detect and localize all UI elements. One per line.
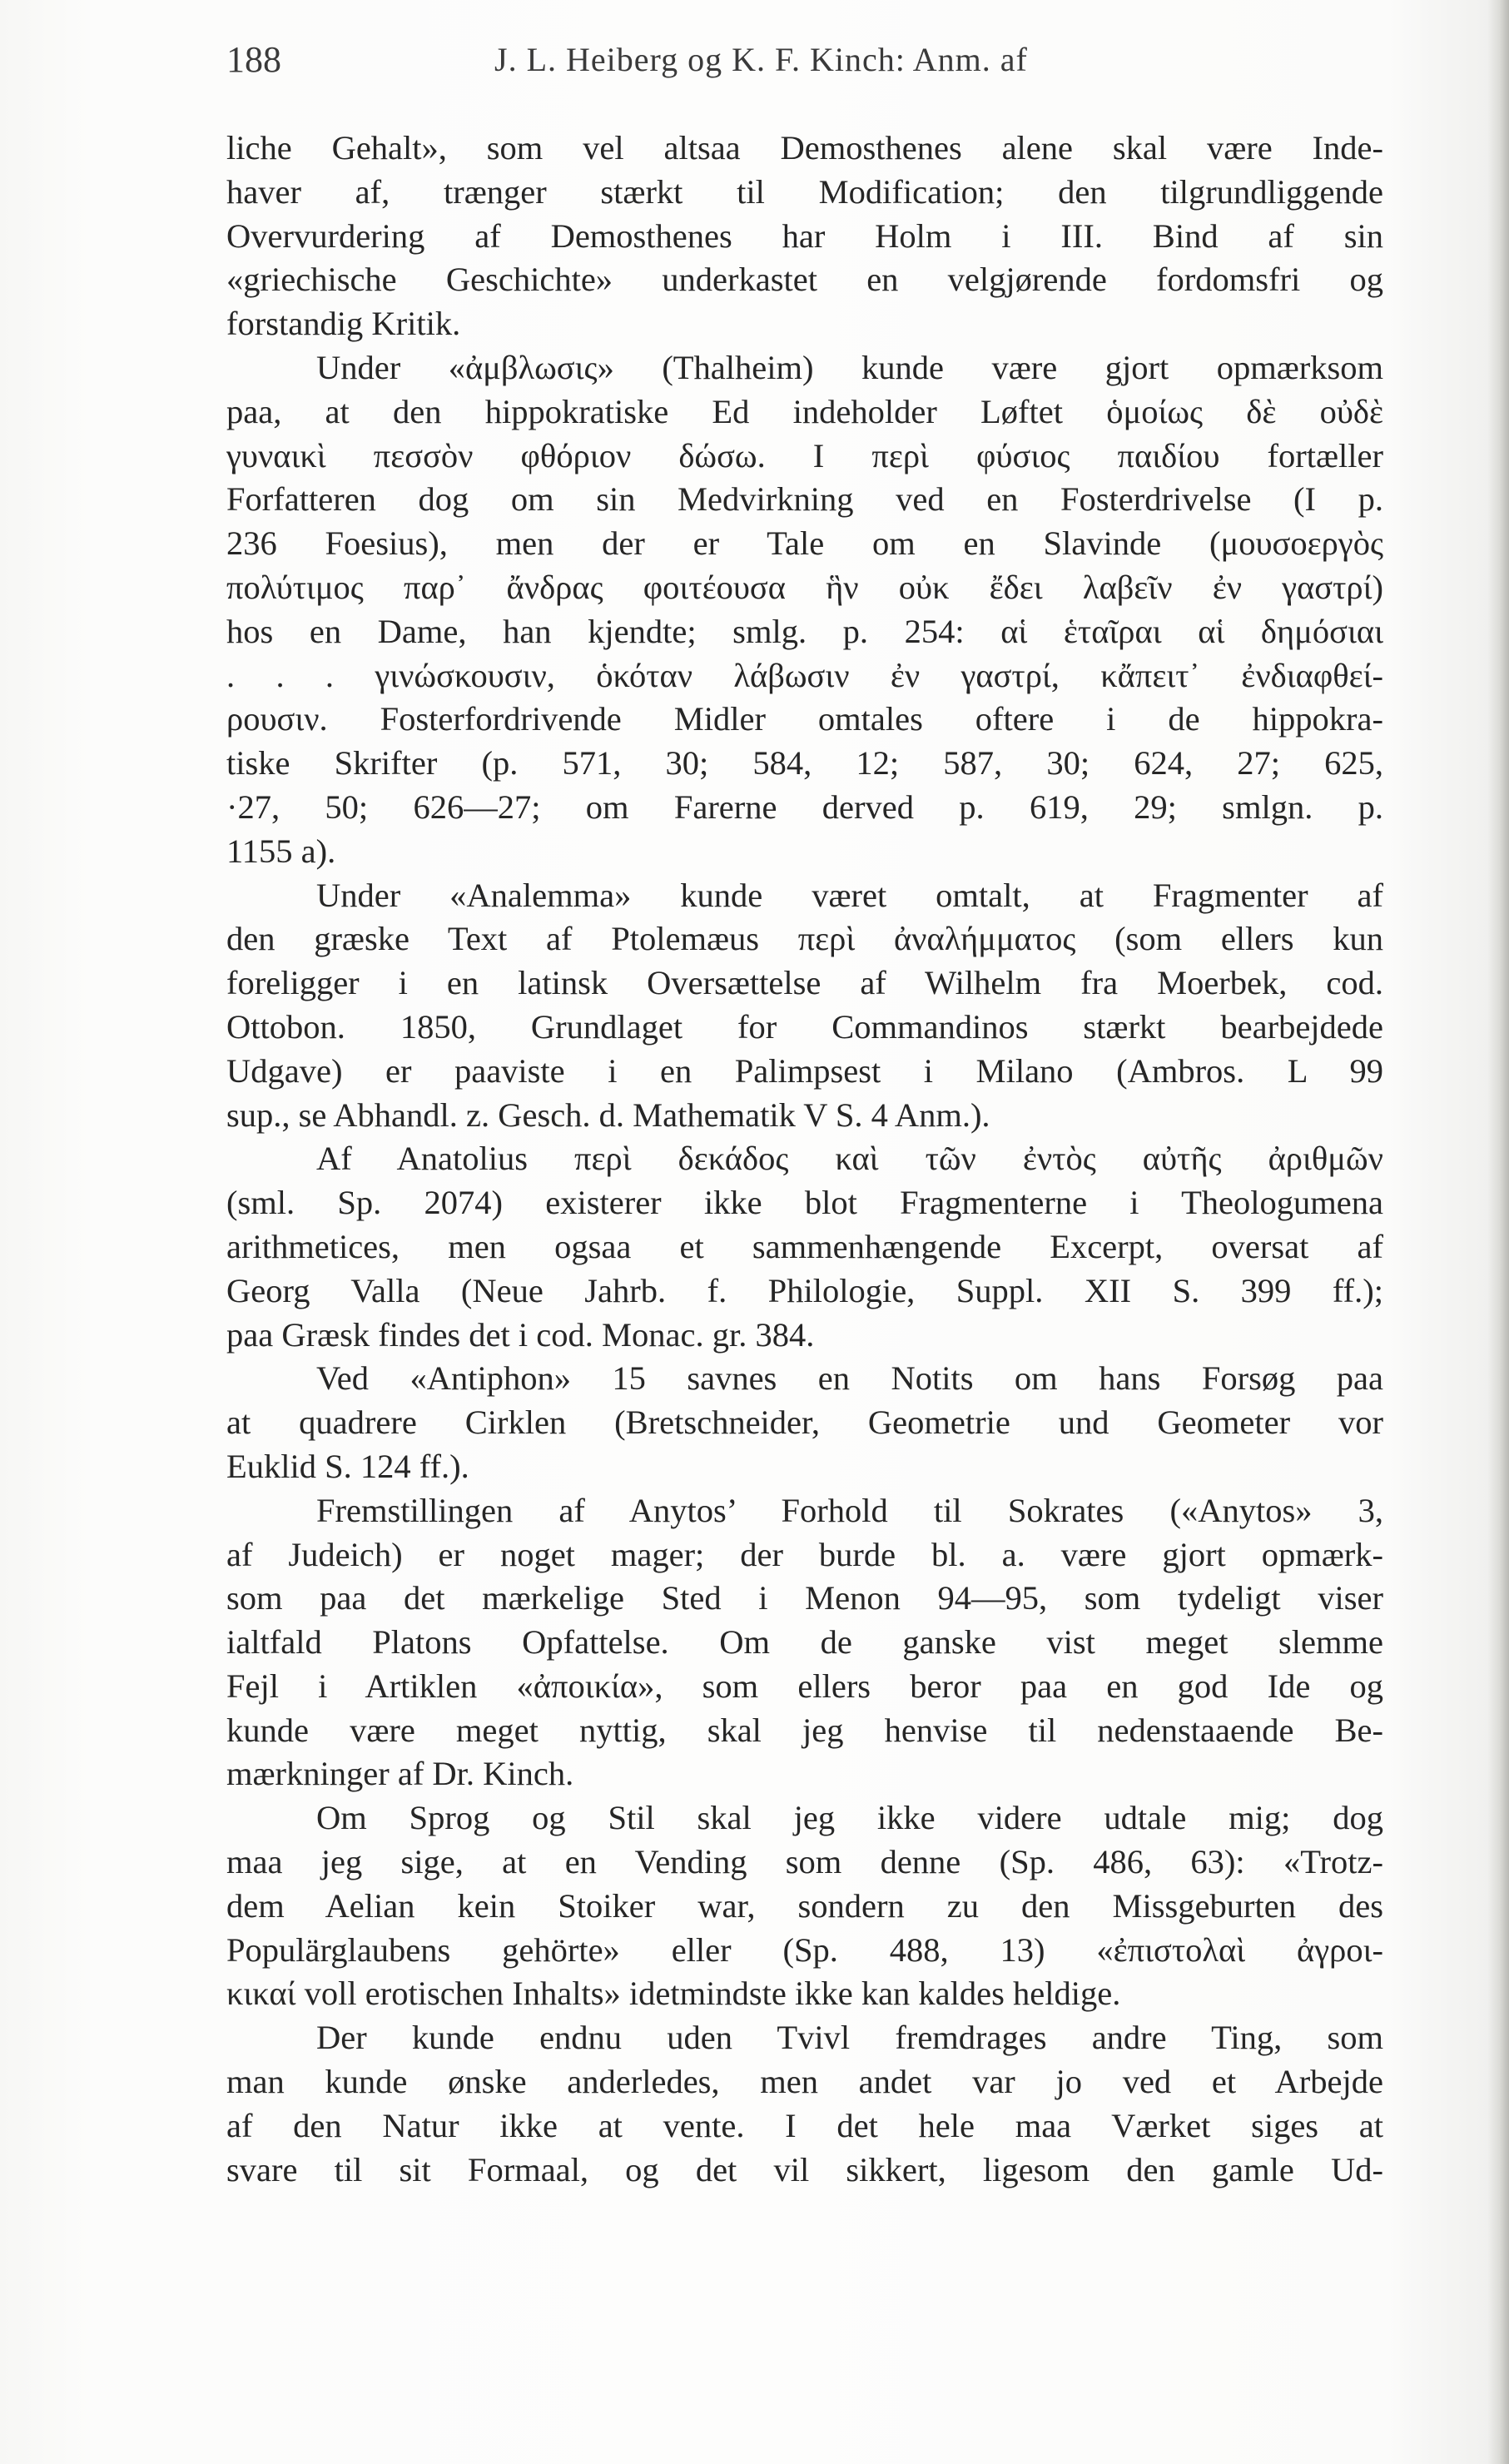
text-line: Georg Valla (Neue Jahrb. f. Philologie, Suppl. XII S. 399 ff.); xyxy=(226,1271,1383,1309)
text-line: den græske Text af Ptolemæus περὶ ἀναλήμματος (som ellers kun xyxy=(226,920,1383,958)
text-line: κικαί voll erotischen Inhalts» idetmindste ikke kan kaldes heldige. xyxy=(226,1975,1121,2013)
text-line: Under «ἀμβλωσις» (Thalheim) kunde være gjort opmærksom xyxy=(316,348,1383,386)
text-line: hos en Dame, han kjendte; smlg. p. 254: αἱ ἑταῖραι αἱ δημόσιαι xyxy=(226,612,1383,650)
text-line: arithmetices, men ogsaa et sammenhængende Excerpt, oversat af xyxy=(226,1227,1383,1265)
text-line: 1155 a). xyxy=(226,832,336,870)
text-line: haver af, trænger stærkt til Modification; den tilgrundliggende xyxy=(226,172,1383,211)
text-line: dem Aelian kein Stoiker war, sondern zu den Missgeburten des xyxy=(226,1886,1383,1925)
text-line: Fejl i Artiklen «ἀποικία», som ellers beror paa en god Ide og xyxy=(226,1667,1383,1705)
page-number: 188 xyxy=(226,39,281,80)
text-line: tiske Skrifter (p. 571, 30; 584, 12; 587, 30; 624, 27; 625, xyxy=(226,744,1383,782)
text-line: ρουσιν. Fosterfordrivende Midler omtales oftere i de hippokra- xyxy=(226,700,1383,738)
scan-page-edge xyxy=(1487,0,1509,2464)
text-line: Euklid S. 124 ff.). xyxy=(226,1447,469,1485)
text-line: Populärglaubens gehörte» eller (Sp. 488, 13) «ἐπιστολαὶ ἀγροι- xyxy=(226,1930,1383,1969)
text-line: Ved «Antiphon» 15 savnes en Notits om hans Forsøg paa xyxy=(316,1359,1383,1398)
text-line: af Judeich) er noget mager; der burde bl. a. være gjort opmærk- xyxy=(226,1535,1383,1573)
text-line: Overvurdering af Demosthenes har Holm i III. Bind af sin xyxy=(226,216,1383,255)
text-line: som paa det mærkelige Sted i Menon 94—95, som tydeligt viser xyxy=(226,1579,1383,1617)
text-line: Fremstillingen af Anytos’ Forhold til Sokrates («Anytos» 3, xyxy=(316,1491,1383,1529)
text-line: Der kunde endnu uden Tvivl fremdrages andre Ting, som xyxy=(316,2019,1383,2057)
text-line: kunde være meget nyttig, skal jeg henvise til nedenstaaende Be- xyxy=(226,1711,1383,1749)
text-line: Om Sprog og Stil skal jeg ikke videre udtale mig; dog xyxy=(316,1799,1383,1837)
text-line: af den Natur ikke at vente. I det hele maa Værket siges at xyxy=(226,2106,1383,2144)
text-line: maa jeg sige, at en Vending som denne (Sp. 486, 63): «Trotz- xyxy=(226,1843,1383,1881)
text-line: . . . γινώσκουσιν, ὁκόταν λάβωσιν ἐν γαστρί, κἄπειτ᾽ ἐνδιαφθεί- xyxy=(226,656,1383,694)
text-line: paa, at den hippokratiske Ed indeholder Løftet ὁμοίως δὲ οὐδὲ xyxy=(226,392,1383,430)
text-line: ialtfald Platons Opfattelse. Om de ganske vist meget slemme xyxy=(226,1623,1383,1662)
text-line: paa Græsk findes det i cod. Monac. gr. 384. xyxy=(226,1315,815,1354)
text-line: liche Gehalt», som vel altsaa Demosthenes alene skal være Inde- xyxy=(226,129,1383,166)
text-line: γυναικὶ πεσσὸν φθόριον δώσω. I περὶ φύσιος παιδίου fortæller xyxy=(226,436,1383,474)
text-line: 236 Foesius), men der er Tale om en Slavinde (μουσοεργὸς xyxy=(226,524,1383,563)
text-line: πολύτιμος παρ᾽ ἄνδρας φοιτέουσα ἣν οὐκ ἔδει λαβεῖν ἐν γαστρί) xyxy=(226,568,1383,606)
text-line: Udgave) er paaviste i en Palimpsest i Milano (Ambros. L 99 xyxy=(226,1051,1383,1090)
text-line: foreligger i en latinsk Oversættelse af Wilhelm fra Moerbek, cod. xyxy=(226,964,1383,1002)
text-line: Forfatteren dog om sin Medvirkning ved en Fosterdrivelse (I p. xyxy=(226,480,1383,519)
text-line: forstandig Kritik. xyxy=(226,305,461,343)
text-line: ·27, 50; 626—27; om Farerne derved p. 619, 29; smlgn. p. xyxy=(226,787,1383,826)
page-header xyxy=(226,38,1383,88)
text-line: man kunde ønske anderledes, men andet var jo ved et Arbejde xyxy=(226,2063,1383,2101)
text-line: Under «Analemma» kunde været omtalt, at Fragmenter af xyxy=(316,876,1383,914)
text-line: mærkninger af Dr. Kinch. xyxy=(226,1755,574,1793)
body-text xyxy=(226,127,1383,2192)
text-line: (sml. Sp. 2074) existerer ikke blot Fragmenterne i Theologumena xyxy=(226,1184,1383,1222)
text-line: svare til sit Formaal, og det vil sikkert, ligesom den gamle Ud- xyxy=(226,2150,1383,2188)
text-line: sup., se Abhandl. z. Gesch. d. Mathematik V S. 4 Anm.). xyxy=(226,1095,990,1134)
text-line: Ottobon. 1850, Grundlaget for Commandinos stærkt bearbejdede xyxy=(226,1007,1383,1046)
text-line: «griechische Geschichte» underkastet en velgjørende fordomsfri og xyxy=(226,261,1383,299)
text-line: Af Anatolius περὶ δεκάδος καὶ τῶν ἐντὸς αὐτῆς ἀριθμῶν xyxy=(316,1140,1383,1178)
running-head: J. L. Heiberg og K. F. Kinch: Anm. af xyxy=(494,41,1028,78)
text-line: at quadrere Cirklen (Bretschneider, Geometrie und Geometer vor xyxy=(226,1403,1383,1442)
